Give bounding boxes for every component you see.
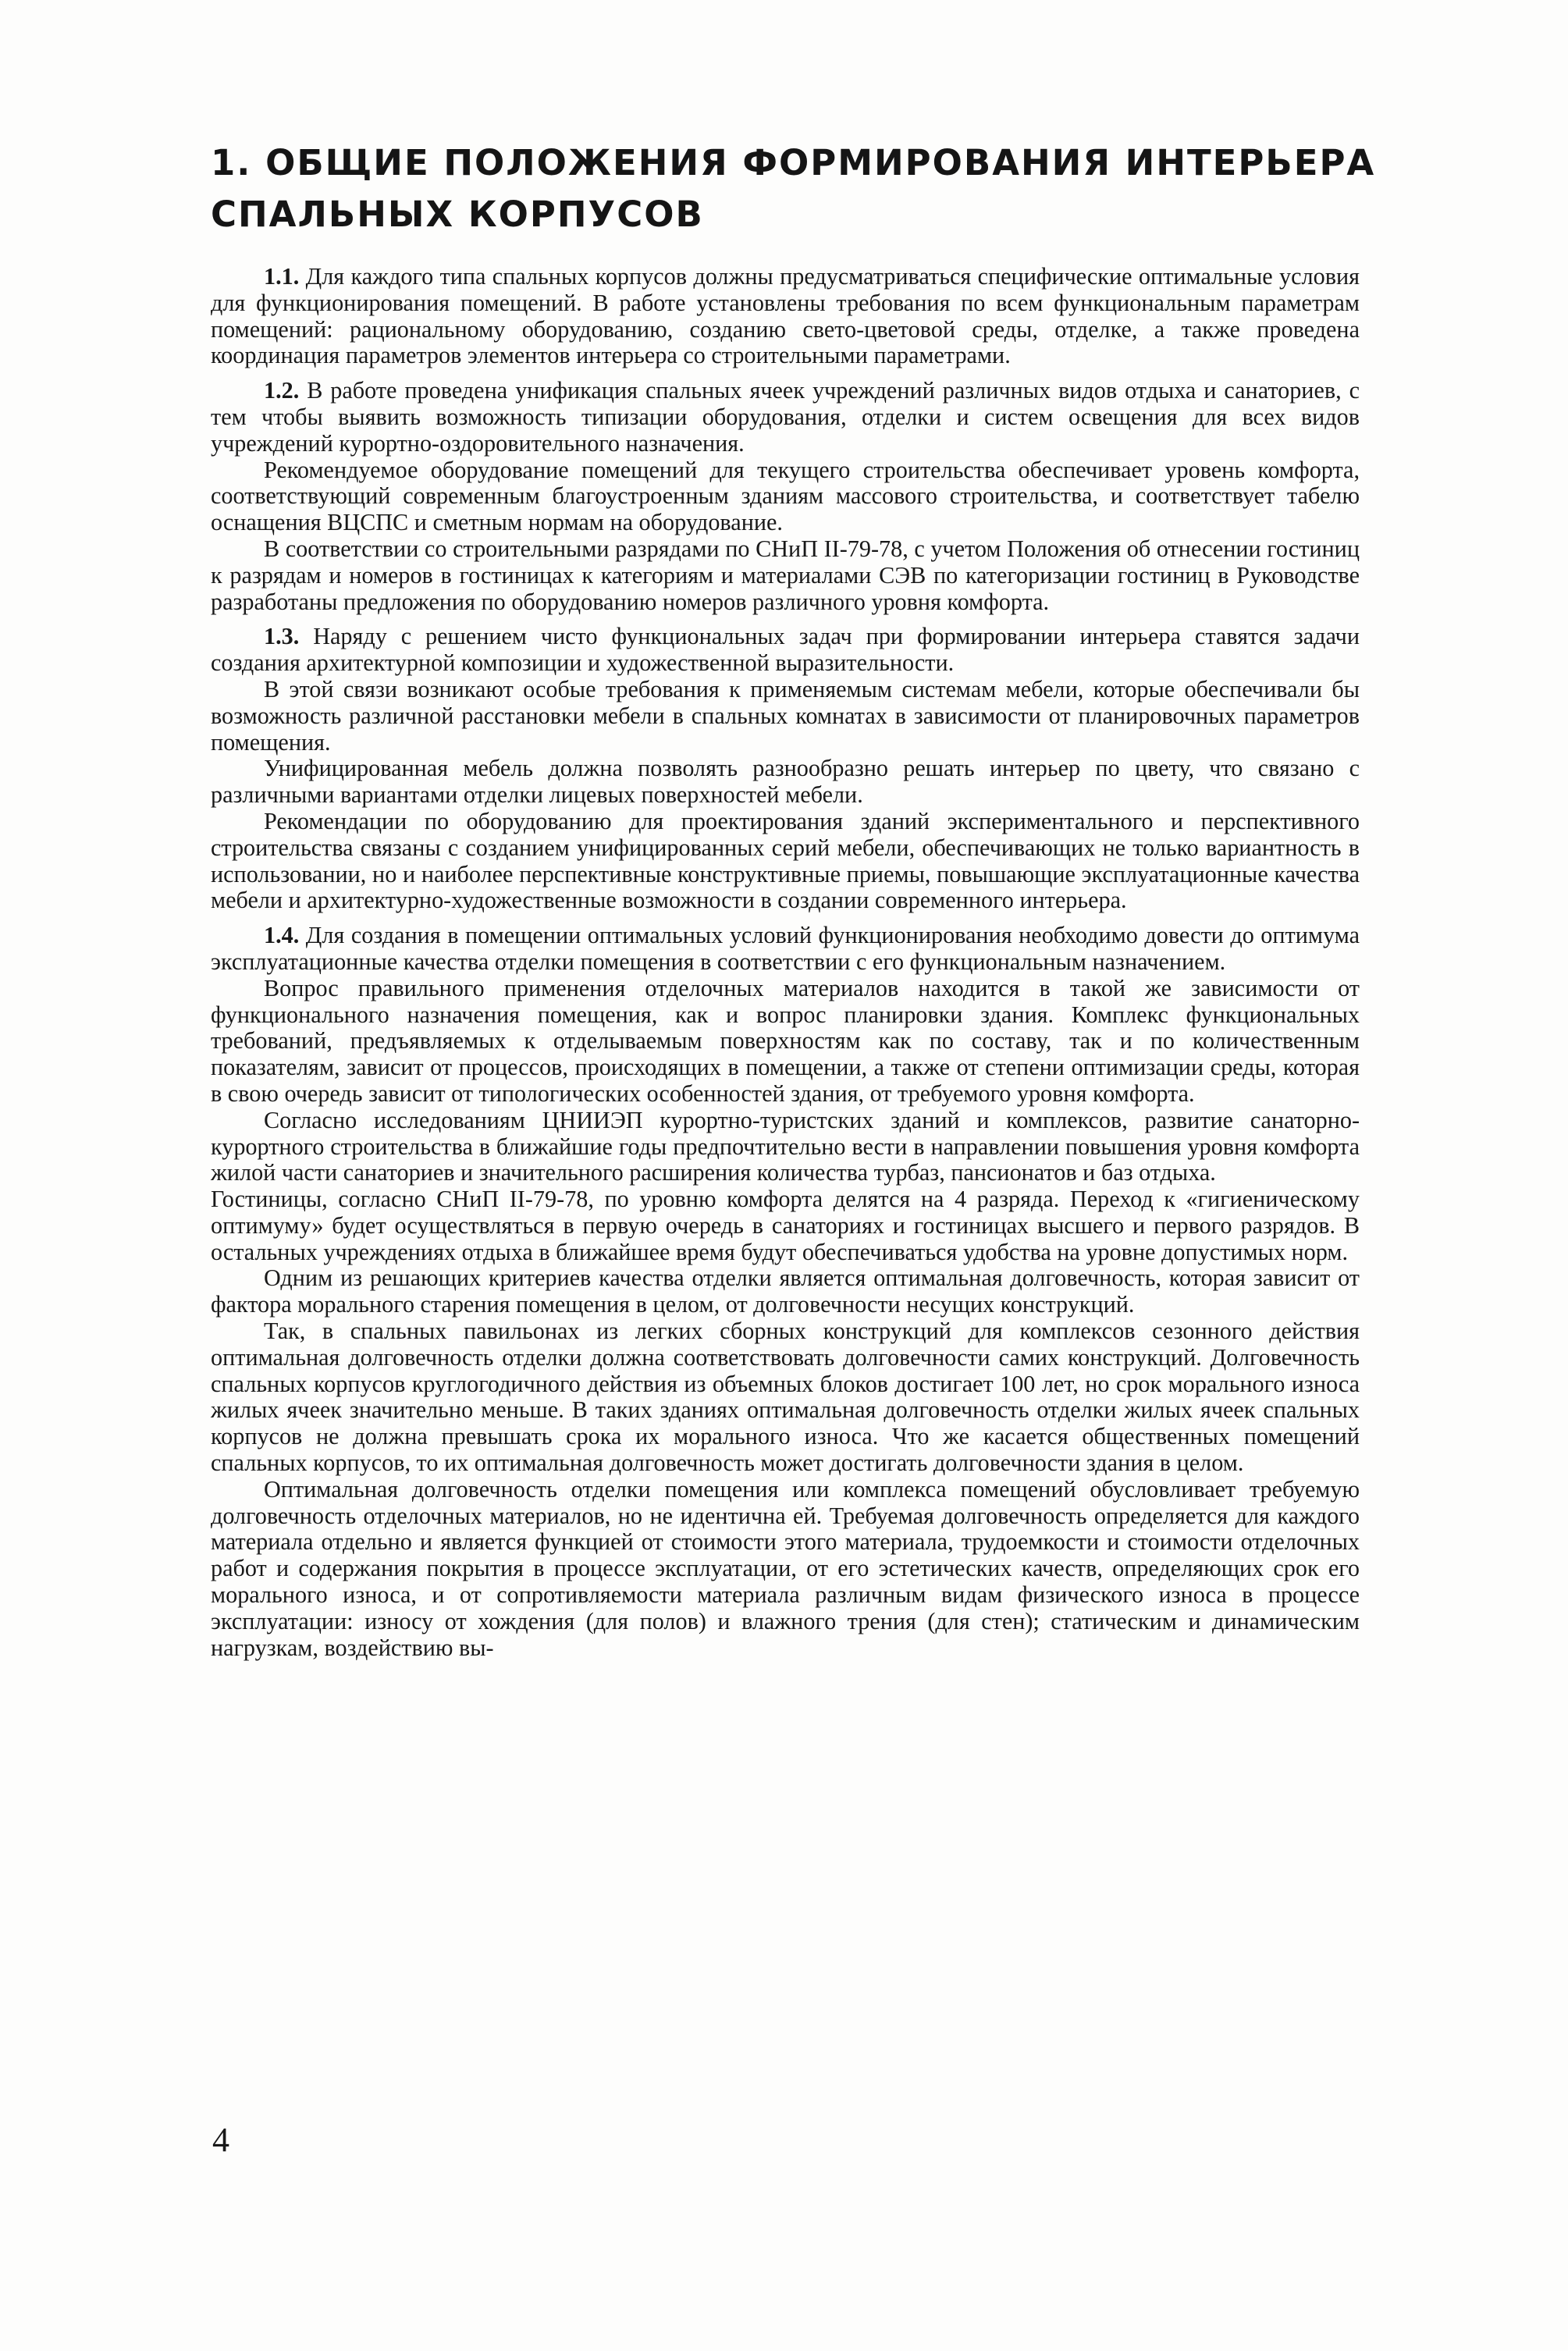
- clause-number: 1.2.: [264, 377, 300, 404]
- clause-number: 1.3.: [264, 623, 300, 650]
- paragraph-text: Для создания в помещении оптимальных условий функционирования необходимо довести до оптимума эксплуатационные качества отделки помещения в соответствии с его функциональным назначением.: [211, 922, 1360, 975]
- section-title: [211, 137, 1381, 240]
- section-title-line-2: СПАЛЬНЫХ КОРПУСОВ: [211, 194, 704, 235]
- paragraph-text: Наряду с решением чисто функциональных задач при формировании интерьера ставятся задачи создания архитектурной композиции и художественной выразительности.: [211, 623, 1360, 677]
- paragraph-1-3: [211, 624, 1360, 677]
- paragraph: Унифицированная мебель должна позволять разнообразно решать интерьер по цвету, что связано с различными вариантами отделки лицевых поверхностей мебели.: [211, 755, 1360, 809]
- paragraph-1-4: [211, 923, 1360, 976]
- paragraph: Рекомендуемое оборудование помещений для текущего строительства обеспечивает уровень комфорта, соответствующий современным благоустроенным зданиям массового строительства, и соответствует табелю оснащения ВЦСПС и сметным нормам на оборудование.: [211, 456, 1360, 536]
- paragraph-text: Для каждого типа спальных корпусов должны предусматриваться специфические оптимальные условия для функционирования помещений. В работе установлены требования по всем функциональным параметрам помещений: рациональному оборудованию, созданию свето-цветовой среды, отделке, а также проведена координация параметров элементов интерьера со строительными параметрами.: [211, 263, 1360, 369]
- clause-number: 1.1.: [264, 263, 300, 290]
- paragraph: Согласно исследованиям ЦНИИЭП курортно-туристских зданий и комплексов, развитие санаторно-курортного строительства в ближайшие годы предпочтительно вести в направлении повышения уровня комфорта жилой части санаториев и значительного расширения количества турбаз, пансионатов и баз отдыха.: [211, 1106, 1360, 1186]
- clause-number: 1.4.: [264, 922, 300, 949]
- paragraph: Оптимальная долговечность отделки помещения или комплекса помещений обусловливает требуемую долговечность отделочных материалов, но не идентична ей. Требуемая долговечность определяется для каждого материала отдельно и является функцией от стоимости этого материала, трудоемкости и стоимости отделочных работ и содержания покрытия в процессе эксплуатации, от его эстетических качеств, определяющих срок его морального износа, и от сопротивляемости материала различным видам физического износа в процессе эксплуатации: износу от хождения (для полов) и влажного трения (для стен); статическим и динамическим нагрузкам, воздействию вы-: [211, 1475, 1360, 1661]
- paragraph-text: В работе проведена унификация спальных ячеек учреждений различных видов отдыха и санаториев, с тем чтобы выявить возможность типизации оборудования, отделки и систем освещения для всех видов учреждений курортно-оздоровительного назначения.: [211, 377, 1360, 457]
- paragraph: Одним из решающих критериев качества отделки является оптимальная долговечность, которая зависит от фактора морального старения помещения в целом, от долговечности несущих конструкций.: [211, 1264, 1360, 1318]
- paragraph: Рекомендации по оборудованию для проектирования зданий экспериментального и перспективного строительства связаны с созданием унифицированных серий мебели, обеспечивающих не только вариантность в использовании, но и наиболее перспективные конструктивные приемы, повышающие эксплуатационные качества мебели и архитектурно-художественные возможности в создании современного интерьера.: [211, 807, 1360, 914]
- paragraph-1-1: [211, 264, 1360, 369]
- paragraph: В соответствии со строительными разрядами по СНиП II-79-78, с учетом Положения об отнесении гостиниц к разрядам и номеров в гостиницах к категориям и материалами СЭВ по категоризации гостиниц в Руководстве разработаны предложения по оборудованию номеров различного уровня комфорта.: [211, 535, 1360, 615]
- paragraph: Так, в спальных павильонах из легких сборных конструкций для комплексов сезонного действия оптимальная долговечность отделки должна соответствовать долговечности самих конструкций. Долговечность спальных корпусов круглогодичного действия из объемных блоков достигает 100 лет, но срок морального износа жилых ячеек значительно меньше. В таких зданиях оптимальная долговечность отделки жилых ячеек спальных корпусов не должна превышать срока их морального износа. Что же касается общественных помещений спальных корпусов, то их оптимальная долговечность может достигать долговечности здания в целом.: [211, 1318, 1360, 1477]
- paragraph: Гостиницы, согласно СНиП II-79-78, по уровню комфорта делятся на 4 разряда. Переход к «гигиеническому оптимуму» будет осуществляться в первую очередь в санаториях и гостиницах высшего и первого разрядов. В остальных учреждениях отдыха в ближайшее время будут обеспечиваться удобства на уровне допустимых норм.: [211, 1186, 1360, 1265]
- section-title-line-1: 1. ОБЩИЕ ПОЛОЖЕНИЯ ФОРМИРОВАНИЯ ИНТЕРЬЕРА: [211, 142, 1376, 183]
- paragraph: Вопрос правильного применения отделочных материалов находится в такой же зависимости от функционального назначения помещения, как и вопрос планировки здания. Комплекс функциональных требований, предъявляемых к отделываемым поверхностям как по составу, так и по количественным показателям, зависит от процессов, происходящих в помещении, а также от степени оптимизации среды, которая в свою очередь зависит от типологических особенностей здания, от требуемого уровня комфорта.: [211, 974, 1360, 1107]
- paragraph-1-2: [211, 378, 1360, 457]
- paragraph: В этой связи возникают особые требования к применяемым системам мебели, которые обеспечивали бы возможность различной расстановки мебели в спальных комнатах в зависимости от планировочных параметров помещения.: [211, 675, 1360, 756]
- page-number: 4: [212, 2121, 229, 2159]
- body-text: [211, 264, 1360, 1661]
